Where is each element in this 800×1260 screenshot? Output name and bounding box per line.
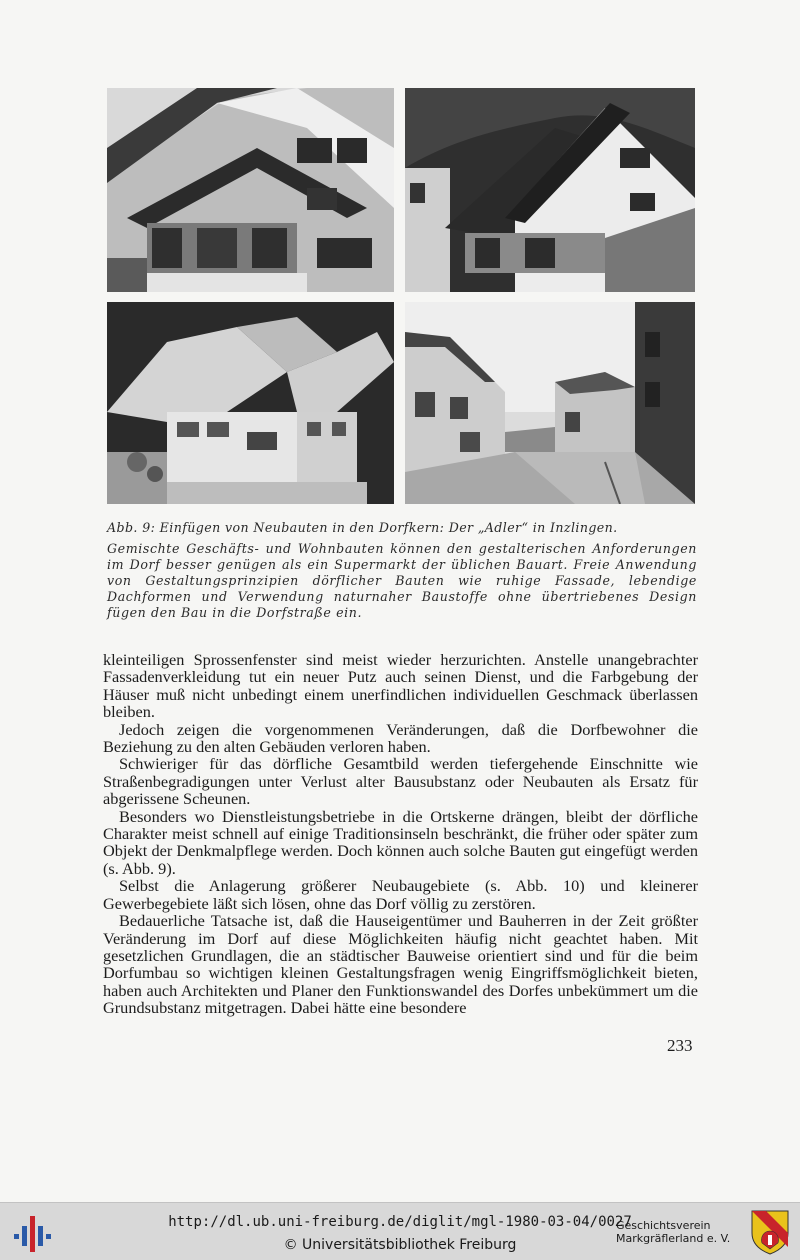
photo-houses-forest [405, 88, 695, 292]
figure-caption-body: Gemischte Geschäfts- und Wohnbauten können den gestalterischen Anforderungen im Dorf besser genügen als ein Supermarkt der üblichen Bauart. Freie Anwendung von Gestaltungsprinzipien dörflicher Bauten wie ruhige Fassade, lebendige Dachformen und Verwendung naturnaher Baustoffe ohne übertriebenes Design fügen den Bau in die Dorfstraße ein. [107, 541, 697, 620]
page-number: 233 [667, 1036, 693, 1055]
paragraph: Jedoch zeigen die vorgenommenen Veränderungen, daß die Dorfbewohner die Beziehung zu den alten Gebäuden verloren haben. [103, 719, 698, 757]
coat-of-arms-icon [750, 1209, 790, 1255]
society-name-line: Geschichtsverein [616, 1219, 711, 1232]
paragraph: Besonders wo Dienstleistungsbetriebe in die Ortskerne drängen, bleibt der dörfliche Charakter meist schnell auf einige Traditionsinseln beschränkt, die früher oder später zum Objekt der Denkmalpflege werden. Doch können auch solche Bauten gut eingefügt werden (s. Abb. 9). [103, 806, 698, 878]
society-name-line: Markgräflerland e. V. [616, 1232, 731, 1245]
viewer-footer [0, 1202, 800, 1260]
copyright-notice: © Universitätsbibliothek Freiburg [283, 1237, 517, 1253]
photo-house-gable-balcony [107, 88, 394, 292]
photo-village-street [405, 302, 695, 504]
paragraph: Bedauerliche Tatsache ist, daß die Hauseigentümer und Bauherren in der Zeit größter Veränderung im Dorf auf diese Möglichkeiten häufig nicht geachtet haben. Mit gesetzlichen Grundlagen, die an städtischer Bauweise orientiert sind und für die beim Dorfumbau so wichtigen kleinen Gestaltungsfragen wenig Eingriffsmöglichkeit bieten, haben auch Architekten und Planer den Funktionswandel des Dorfes unbekümmert um die Grundsubstanz mitgetragen. Dabei hätte eine besondere [103, 911, 698, 1018]
figure-caption-title: Abb. 9: Einfügen von Neubauten in den Dorfkern: Der „Adler“ in Inzlingen. [107, 520, 618, 535]
society-name [616, 1219, 746, 1245]
paragraph: Schwieriger für das dörfliche Gesamtbild werden tiefergehende Einschnitte wie Straßenbegradigungen unter Verlust alter Bausubstanz oder Neubauten als Ersatz für abgerissene Scheunen. [103, 754, 698, 809]
permalink-url[interactable]: http://dl.ub.uni-freiburg.de/diglit/mgl-1980-03-04/0027 [168, 1214, 632, 1230]
body-text [103, 651, 698, 1017]
paragraph: kleinteiligen Sprossenfenster sind meist wieder herzurichten. Anstelle unangebrachter Fassadenverkleidung tut ein neuer Putz auch seinen Dienst, und die Farbgebung der Häuser muß nicht unbedingt einem unerfindlichen individuellen Geschmack überlassen bleiben. [103, 650, 698, 722]
paragraph: Selbst die Anlagerung größerer Neubaugebiete (s. Abb. 10) und kleinerer Gewerbegebiete läßt sich lösen, ohne das Dorf völlig zu zerstören. [103, 876, 698, 913]
photo-architectural-model [107, 302, 394, 504]
